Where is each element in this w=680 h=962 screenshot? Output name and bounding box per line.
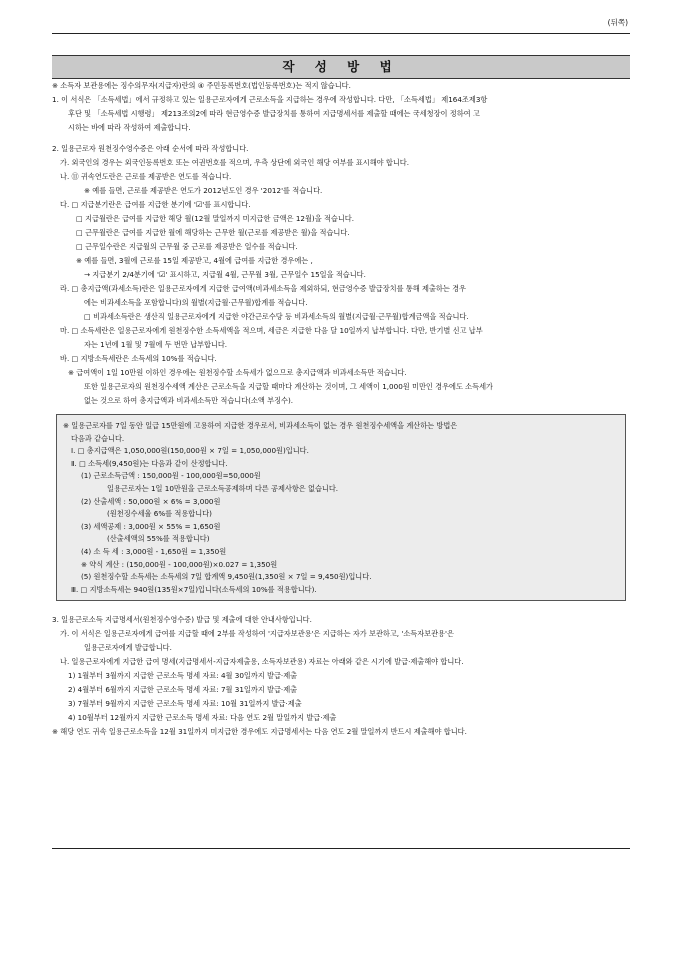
page-side-label: (뒤쪽) (607, 18, 628, 27)
text-line: Ⅰ. □ 총지급액은 1,050,000원(150,000원 × 7일 = 1,050,000원)입니다. (71, 446, 309, 456)
text-line: Ⅲ. □ 지방소득세는 940원(135원×7일)입니다(소득세의 10%를 적용합니다). (71, 584, 317, 594)
text-line: □ 지급월란은 급여를 지급한 해당 월(12월 말일까지 미지급한 금액은 12월)을 적습니다. (76, 214, 355, 223)
text-line: 가. 이 서식은 일용근로자에게 급여를 지급할 때에 2부를 작성하여 '지급자보관용'은 지급하는 자가 보관하고, '소득자보관용'은 (60, 629, 454, 639)
text-line: 1. 이 서식은 「소득세법」에서 규정하고 있는 일용근로자에게 근로소득을 지급하는 경우에 작성합니다. 다만, 「소득세법」 제164조제3항 (52, 95, 488, 104)
text-line: 다. □ 지급분기란은 급여를 지급한 분기에 '☑'를 표시합니다. (60, 200, 251, 209)
text-line: □ 근무일수란은 지급월의 근무월 중 근로를 제공받은 일수를 적습니다. (76, 242, 298, 251)
text-line: 3) 7월부터 9월까지 지급한 근로소득 명세 자료: 10월 31일까지 발급·제출 (68, 699, 302, 709)
text-line: 일용근로자에게 발급합니다. (84, 643, 172, 653)
text-line: ※ 일용근로자를 7일 동안 일급 15만원에 고용하여 지급한 경우로서, 비과세소득이 없는 경우 원천징수세액을 계산하는 방법은 (63, 421, 458, 430)
example-calculation-box (56, 414, 626, 601)
text-line: 나. 일용근로자에게 지급한 급여 명세(지급명세서-지급자제출용, 소득자보관용) 자료는 아래와 같은 시기에 발급·제출해야 합니다. (60, 657, 464, 667)
text-line: 3. 일용근로소득 지급명세서(원천징수영수증) 발급 및 제출에 대한 안내사항입니다. (52, 615, 312, 625)
bottom-rule (52, 848, 630, 849)
section-title: 작 성 방 법 (52, 55, 630, 79)
text-line: ※ 급여액이 1일 10만원 이하인 경우에는 원천징수할 소득세가 없으므로 총지급액과 비과세소득만 적습니다. (68, 368, 407, 377)
text-line: (1) 근로소득금액 : 150,000원 - 100,000원=50,000원 (81, 471, 261, 481)
text-line: 에는 비과세소득을 포함합니다)의 월별(지급월·근무월)합계를 적습니다. (84, 298, 308, 307)
text-line: ※ 소득자 보관용에는 징수의무자(지급자)란의 ④ 주민등록번호(법인등록번호)는 적지 않습니다. (52, 81, 351, 90)
spacer (52, 135, 630, 142)
text-line: 4) 10월부터 12월까지 지급한 근로소득 명세 자료: 다음 연도 2월 말일까지 발급·제출 (68, 713, 337, 723)
instructions-bottom (52, 613, 630, 739)
text-line: 가. 외국인의 경우는 외국인등록번호 또는 여권번호를 적으며, 우측 상단에 외국인 해당 여부를 표시해야 합니다. (60, 158, 410, 167)
text-line: 자는 1년에 1월 및 7월에 두 번만 납부합니다. (84, 340, 228, 349)
text-line: 라. □ 총지급액(과세소득)란은 일용근로자에게 지급한 급여액(비과세소득을 제외하되, 현금영수증 발급장치를 통해 제출하는 경우 (60, 284, 466, 293)
text-line: 시하는 바에 따라 작성하여 제출합니다. (68, 123, 191, 132)
text-line: □ 비과세소득란은 생산직 일용근로자에게 지급한 야간근로수당 등 비과세소득의 월별(지급월·근무월)합계금액을 적습니다. (84, 312, 469, 321)
text-line: 2) 4월부터 6월까지 지급한 근로소득 명세 자료: 7월 31일까지 발급·제출 (68, 685, 298, 695)
text-line: 일용근로자는 1일 10만원을 근로소득공제하며 다른 공제사항은 없습니다. (107, 483, 339, 493)
text-line: 바. □ 지방소득세란은 소득세의 10%를 적습니다. (60, 354, 217, 363)
text-line: 또한 일용근로자의 원천징수세액 계산은 근로소득을 지급할 때마다 계산하는 것이며, 그 세액이 1,000원 미만인 경우에도 소득세가 (84, 382, 493, 391)
instructions-top (52, 79, 630, 408)
top-rule (52, 33, 630, 34)
text-line: (산출세액의 55%를 적용합니다) (107, 534, 210, 544)
text-line: ※ 해당 연도 귀속 일용근로소득을 12월 31일까지 미지급한 경우에도 지급명세서는 다음 연도 2월 말일까지 반드시 제출해야 합니다. (52, 727, 467, 737)
text-line: ※ 약식 계산 : (150,000원 - 100,000원)×0.027 = 1,350원 (81, 559, 278, 569)
text-line: ※ 예를 들면, 근로를 제공받은 연도가 2012년도인 경우 '2012'를 적습니다. (84, 186, 323, 195)
text-line: 2. 일용근로자 원천징수영수증은 아래 순서에 따라 작성합니다. (52, 144, 249, 153)
text-line: □ 근무월란은 급여를 지급한 월에 해당하는 근무한 월(근로를 제공받은 월)을 적습니다. (76, 228, 350, 237)
text-line: (4) 소 득 세 : 3,000원 - 1,650원 = 1,350원 (81, 546, 227, 556)
instructions-body (52, 79, 630, 739)
text-line: 후단 및 「소득세법 시행령」 제213조의2에 따라 현금영수증 발급장치를 통하여 지급명세서를 제출할 때에는 국세청장이 정하여 고 (68, 109, 480, 118)
text-line: → 지급분기 2/4분기에 '☑' 표시하고, 지급월 4월, 근무월 3월, 근무일수 15일을 적습니다. (84, 270, 366, 279)
text-line: (원천징수세율 6%를 적용합니다) (107, 509, 212, 519)
text-line: 없는 것으로 하여 총지급액과 비과세소득만 적습니다(소액 부징수). (84, 396, 294, 405)
text-line: (2) 산출세액 : 50,000원 × 6% = 3,000원 (81, 496, 221, 506)
text-line: ※ 예를 들면, 3월에 근로를 15일 제공받고, 4월에 급여를 지급한 경우에는 , (76, 256, 313, 265)
text-line: Ⅱ. □ 소득세(9,450원)는 다음과 같이 산정합니다. (71, 458, 228, 468)
text-line: 마. □ 소득세란은 일용근로자에게 원천징수한 소득세액을 적으며, 세금은 지급한 다음 달 10일까지 납부합니다. 다만, 반기별 신고 납부 (60, 326, 483, 335)
text-line: (3) 세액공제 : 3,000원 × 55% = 1,650원 (81, 521, 221, 531)
text-line: 다음과 같습니다. (71, 433, 125, 443)
text-line: (5) 원천징수할 소득세는 소득세의 7일 합계액 9,450원(1,350원 × 7일 = 9,450원)입니다. (81, 572, 372, 582)
text-line: 나. ⑪ 귀속연도란은 근로를 제공받은 연도를 적습니다. (60, 172, 232, 181)
text-line: 1) 1월부터 3월까지 지급한 근로소득 명세 자료: 4월 30일까지 발급·제출 (68, 671, 298, 681)
